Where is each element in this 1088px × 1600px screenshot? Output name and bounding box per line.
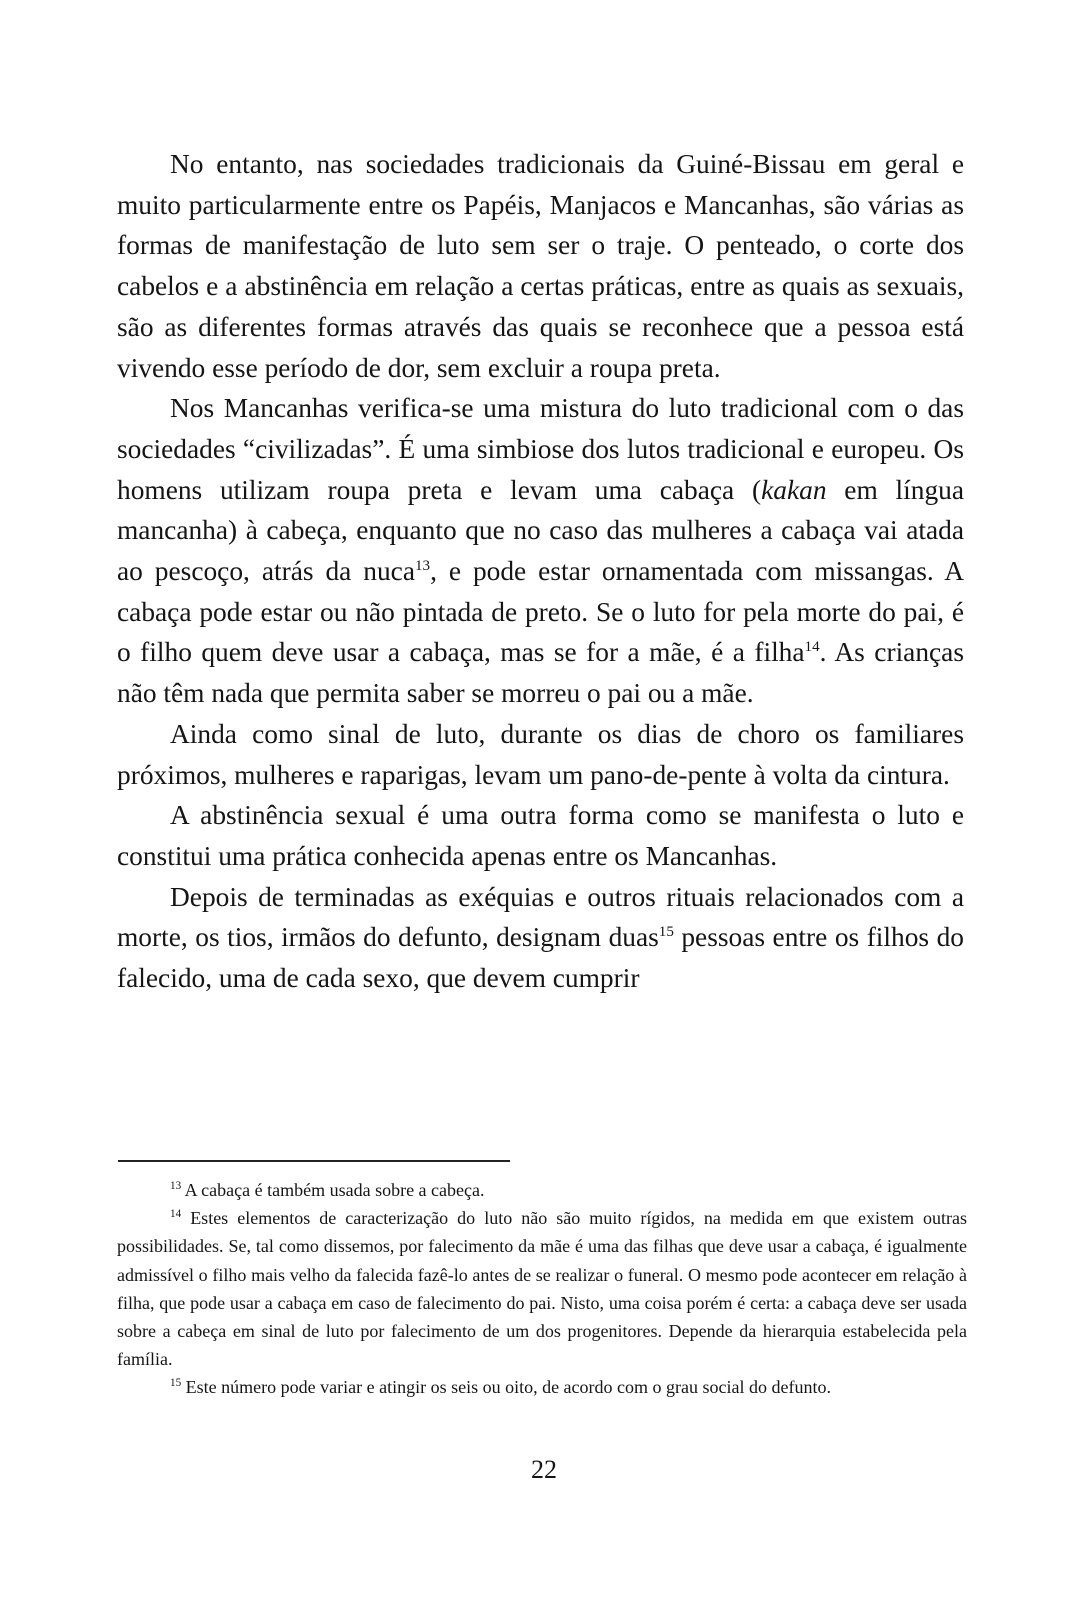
body-text	[117, 144, 964, 999]
footnote-number: 14	[170, 1208, 182, 1221]
footnote-text: Este número pode variar e atingir os seis ou oito, de acordo com o grau social do defunto.	[181, 1377, 831, 1398]
italic-term: kakan	[761, 474, 827, 505]
text-segment: , e pode estar ornamentada com missangas. A cabaça pode estar ou não pintada de preto. Se o luto for pela morte do pai, é o filho quem deve usar a cabaça, mas se for a mãe, é a filha	[117, 556, 964, 668]
text-segment: Nos Mancanhas verifica-se uma mistura do luto tradicional com o das sociedades “civilizadas”. É uma simbiose dos lutos tradicional e europeu. Os homens utilizam roupa preta e levam uma cabaça (	[117, 393, 964, 505]
footnote	[117, 1204, 967, 1373]
footnote-number: 13	[170, 1180, 182, 1192]
footnote-ref[interactable]: 15	[658, 924, 674, 941]
footnote-ref[interactable]: 13	[415, 557, 431, 574]
footnote-ref[interactable]: 14	[804, 639, 820, 656]
footnote-text: Estes elementos de caracterização do luto não são muito rígidos, na medida em que existem outras possibilidades. Se, tal como dissemos, por falecimento da mãe é uma das filhas que deve usar a cabaça, é igualmente admissível o filho mais velho da falecida fazê-lo antes de se realizar o funeral. O mesmo pode acontecer em relação à filha, que pode usar a cabaça em caso de falecimento do pai. Nisto, uma coisa porém é certa: a cabaça deve ser usada sobre a cabeça em sinal de luto por falecimento de um dos progenitores. Depende da hierarquia estabelecida pela família.	[117, 1208, 967, 1370]
text-segment: pessoas entre os filhos do falecido, uma de cada sexo, que devem cumprir	[117, 922, 964, 994]
text-segment: . As crianças não têm nada que permita saber se morreu o pai ou a mãe.	[117, 637, 965, 709]
footnote	[117, 1176, 967, 1204]
footnote-separator	[118, 1160, 510, 1162]
footnote	[117, 1373, 967, 1401]
text-segment: Depois de terminadas as exéquias e outros rituais relacionados com a morte, os tios, irmãos do defunto, designam duas	[117, 881, 964, 953]
text-segment: No entanto, nas sociedades tradicionais da Guiné-Bissau em geral e muito particularmente entre os Papéis, Manjacos e Mancanhas, são várias as formas de manifestação de luto sem ser o traje. O penteado, o corte dos cabelos e a abstinência em relação a certas práticas, entre as quais as sexuais, são as diferentes formas através das quais se reconhece que a pessoa está vivendo esse período de dor, sem excluir a roupa preta.	[117, 149, 964, 383]
footnote-number: 15	[170, 1377, 182, 1390]
paragraph	[117, 144, 964, 388]
page-number: 22	[531, 1455, 557, 1484]
text-segment: em língua mancanha) à cabeça, enquanto que no caso das mulheres a cabaça vai atada ao pescoço, atrás da nuca	[117, 474, 964, 587]
footnotes	[117, 1176, 967, 1402]
text-segment: Ainda como sinal de luto, durante os dias de choro os familiares próximos, mulheres e raparigas, levam um pano-de-pente à volta da cintura.	[117, 718, 964, 790]
text-segment: A abstinência sexual é uma outra forma como se manifesta o luto e constitui uma prática conhecida apenas entre os Mancanhas.	[117, 800, 964, 871]
paragraph	[117, 877, 964, 999]
paragraph	[117, 795, 964, 876]
paragraph	[117, 388, 964, 714]
footnote-text: A cabaça é também usada sobre a cabeça.	[181, 1180, 485, 1200]
paragraph	[117, 714, 964, 795]
